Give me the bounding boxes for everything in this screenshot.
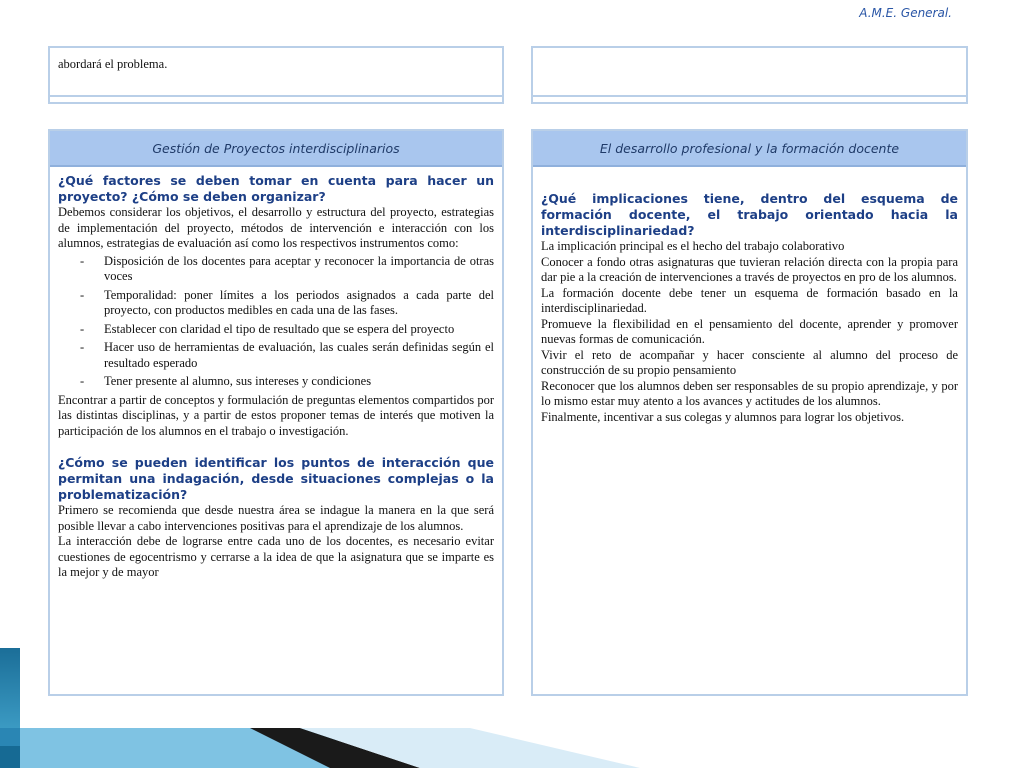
right-paragraph: Vivir el reto de acompañar y hacer consciente al alumno del proceso de construcción de su propio pensamiento [541, 347, 958, 377]
list-item: - Establecer con claridad el tipo de resultado que se espera del proyecto [58, 322, 494, 338]
left-panel-title: Gestión de Proyectos interdisciplinarios [50, 131, 502, 167]
right-paragraph: La implicación principal es el hecho del trabajo colaborativo [541, 239, 845, 253]
header-text: A.M.E. General. [859, 6, 952, 20]
top-left-box [48, 46, 504, 104]
right-paragraph: La formación docente debe tener un esquema de formación basado en la interdisciplinariedad. [541, 285, 958, 315]
left-question-1: ¿Qué factores se deben tomar en cuenta para hacer un proyecto? ¿Cómo se deben organizar? [58, 173, 494, 204]
left-list [58, 254, 494, 390]
decorative-bottom-shape [0, 728, 1024, 768]
right-paragraph: Conocer a fondo otras asignaturas que tuvieran relación directa con la propia para dar pie a la creación de intervenciones a través de proyectos en pro de los alumnos. [541, 254, 958, 284]
right-panel [531, 129, 968, 696]
list-item: - Hacer uso de herramientas de evaluación, las cuales serán definidas según el resultado esperado [58, 340, 494, 371]
left-panel [48, 129, 504, 696]
right-paragraph: Reconocer que los alumnos deben ser responsables de su propio aprendizaje, y por lo mismo estar muy atento a los avances y actitudes de los alumnos. [541, 378, 958, 408]
list-item: - Disposición de los docentes para aceptar y reconocer la importancia de otras voces [58, 254, 494, 285]
left-paragraph-2: Encontrar a partir de conceptos y formulación de preguntas elementos compartidos por las distintas disciplinas, y a partir de estos proponer temas de interés que motiven la participación de los alumnos en el trabajo o investigación. [58, 392, 494, 438]
left-panel-body [50, 167, 502, 581]
right-question-1: ¿Qué implicaciones tiene, dentro del esquema de formación docente, el trabajo orientado hacia la interdisciplinariedad? [541, 191, 958, 238]
left-paragraph-3: Primero se recomienda que desde nuestra área se indague la manera en la que será posible llevar a cabo intervenciones positivas para el aprendizaje de los alumnos. [58, 503, 494, 533]
top-left-text: abordará el problema. [58, 57, 168, 71]
list-item: - Temporalidad: poner límites a los periodos asignados a cada parte del proyecto, con productos medibles en cada una de las fases. [58, 288, 494, 319]
spacer [58, 439, 494, 455]
right-paragraph: Promueve la flexibilidad en el pensamiento del docente, aprender y promover nuevas formas de comunicación. [541, 316, 958, 346]
left-paragraph-4: La interacción debe de lograrse entre cada uno de los docentes, es necesario evitar cuestiones de egocentrismo y cerrarse a la idea de que la asignatura que se imparte es la mejor y de mayor [58, 534, 494, 579]
left-question-2: ¿Cómo se pueden identificar los puntos de interacción que permitan una indagación, desde situaciones complejas o la problematización? [58, 455, 494, 502]
right-paragraph: Finalmente, incentivar a sus colegas y alumnos para lograr los objetivos. [541, 409, 905, 424]
divider [50, 95, 502, 97]
list-item: - Tener presente al alumno, sus intereses y condiciones [58, 374, 494, 390]
right-panel-title: El desarrollo profesional y la formación docente [533, 131, 966, 167]
divider [533, 95, 966, 97]
left-paragraph-1: Debemos considerar los objetivos, el desarrollo y estructura del proyecto, estrategias de implementación del proyecto, métodos de intervención e interacción con los alumnos, estrategias de evaluación así como los respectivos instrumentos como: [58, 205, 494, 250]
right-panel-body [533, 167, 966, 425]
top-right-box [531, 46, 968, 104]
